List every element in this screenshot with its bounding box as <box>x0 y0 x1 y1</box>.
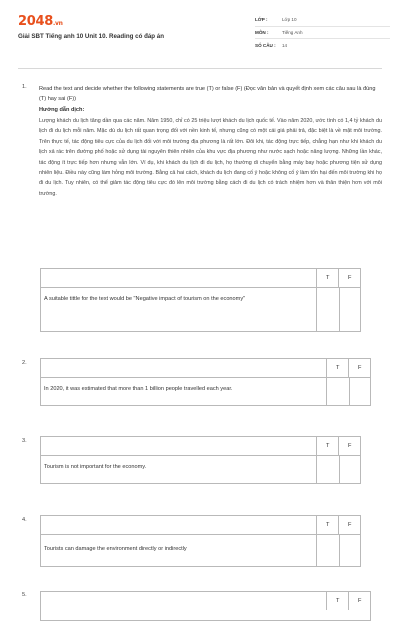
meta-row-count <box>255 39 390 52</box>
header-divider <box>18 68 382 69</box>
tf-header <box>326 359 370 377</box>
false-header: F <box>338 437 360 455</box>
question-number: 1. <box>22 84 27 90</box>
table-divider <box>41 287 360 288</box>
translation-guide-title: Hướng dẫn dịch: <box>39 107 85 113</box>
true-header: T <box>336 598 340 604</box>
false-header: F <box>338 269 360 287</box>
question-number: 2. <box>22 360 27 366</box>
meta-value: 14 <box>282 42 288 48</box>
statement-text: Tourism is not important for the economy. <box>44 464 147 470</box>
tf-answer-cells[interactable] <box>316 456 360 483</box>
true-header: T <box>336 365 340 371</box>
meta-label: LỚP : <box>255 17 268 23</box>
logo-text: 2048 <box>18 14 53 29</box>
meta-value: Lớp 10 <box>282 17 297 23</box>
table-divider <box>41 377 370 378</box>
meta-row-class <box>255 14 390 27</box>
question-instruction: Read the text and decide whether the following statements are true (T) or false (F) (Đọc văn bản và quyết định xem các câu sau là đúng (T) hay sai (F)) <box>39 86 376 102</box>
statement-text: Tourists can damage the environment directly or indirectly <box>44 546 187 552</box>
false-header: F <box>338 516 360 534</box>
table-divider <box>41 534 360 535</box>
true-header: T <box>326 522 330 528</box>
translation-passage: Lượng khách du lịch tăng dần qua các năm. Năm 1950, chỉ có 25 triệu lượt khách du lịch quốc tế. Vào năm 2020, ước tính có 1,4 tỷ khách du lịch đi du lịch mỗi năm. Mặc dù du lịch rất quan trọng đối với nền kinh tế, nhưng cũng có một cái giá phải trả, đặc biệt là về mặt môi trường. Trên thực tế, tác động tiêu cực của du lịch đối với môi trường địa phương là rất lớn. Đôi khi, tác động trực tiếp, chẳng hạn như khi khách du lịch xả rác trên đường phố hoặc sử dụng tài nguyên thiên nhiên của khu vực địa phương như nước sạch hoặc năng lượng. Những lần khác, tác động ít trực tiếp hơn nhưng vẫn lớn. Ví dụ, khi khách du lịch đi du lịch, họ thường di chuyển bằng máy bay hoặc phương tiện sử dụng nhiên liệu. Điều này cũng làm hỏng môi trường. Bằng cả hai cách, khách du lịch đang cố ý hoặc không cố ý làm tổn hại đến môi trường khi họ đi du lịch. Tuy nhiên, có thể giảm tác động tiêu cực đó lên môi trường bằng cách đi du lịch có trách nhiệm hơn và thân thiện hơn với môi trường. <box>39 118 382 197</box>
statement-table-5 <box>40 591 371 621</box>
statement-table-3 <box>40 436 361 484</box>
tf-answer-cells[interactable] <box>326 378 370 405</box>
tf-header <box>316 516 360 534</box>
table-divider <box>41 455 360 456</box>
question-number: 3. <box>22 438 27 444</box>
question-1 <box>18 84 382 199</box>
tf-header <box>316 437 360 455</box>
statement-table-2 <box>40 358 371 406</box>
statement-text: A suitable tittle for the text would be "Negative impact of tourism on the economy" <box>44 296 246 302</box>
site-logo[interactable] <box>18 14 63 29</box>
false-header: F <box>348 592 370 610</box>
document-title: Giải SBT Tiếng anh 10 Unit 10. Reading có đáp án <box>18 33 165 40</box>
tf-answer-cells[interactable] <box>316 535 360 566</box>
meta-label: MÔN : <box>255 29 269 35</box>
meta-value: Tiếng Anh <box>282 29 303 35</box>
question-number: 4. <box>22 517 27 523</box>
logo-suffix: .vn <box>52 20 63 27</box>
statement-text: In 2020, it was estimated that more than 1 billion people travelled each year. <box>44 386 233 392</box>
statement-table-4 <box>40 515 361 567</box>
meta-row-subject <box>255 27 390 40</box>
document-meta <box>255 14 390 52</box>
page-header <box>0 0 400 62</box>
false-header: F <box>348 359 370 377</box>
question-number: 5. <box>22 592 27 598</box>
tf-answer-cells[interactable] <box>316 288 360 331</box>
true-header: T <box>326 443 330 449</box>
statement-table-1 <box>40 268 361 332</box>
meta-label: SỐ CÂU : <box>255 42 276 48</box>
tf-header <box>316 269 360 287</box>
true-header: T <box>326 275 330 281</box>
tf-header <box>326 592 370 610</box>
